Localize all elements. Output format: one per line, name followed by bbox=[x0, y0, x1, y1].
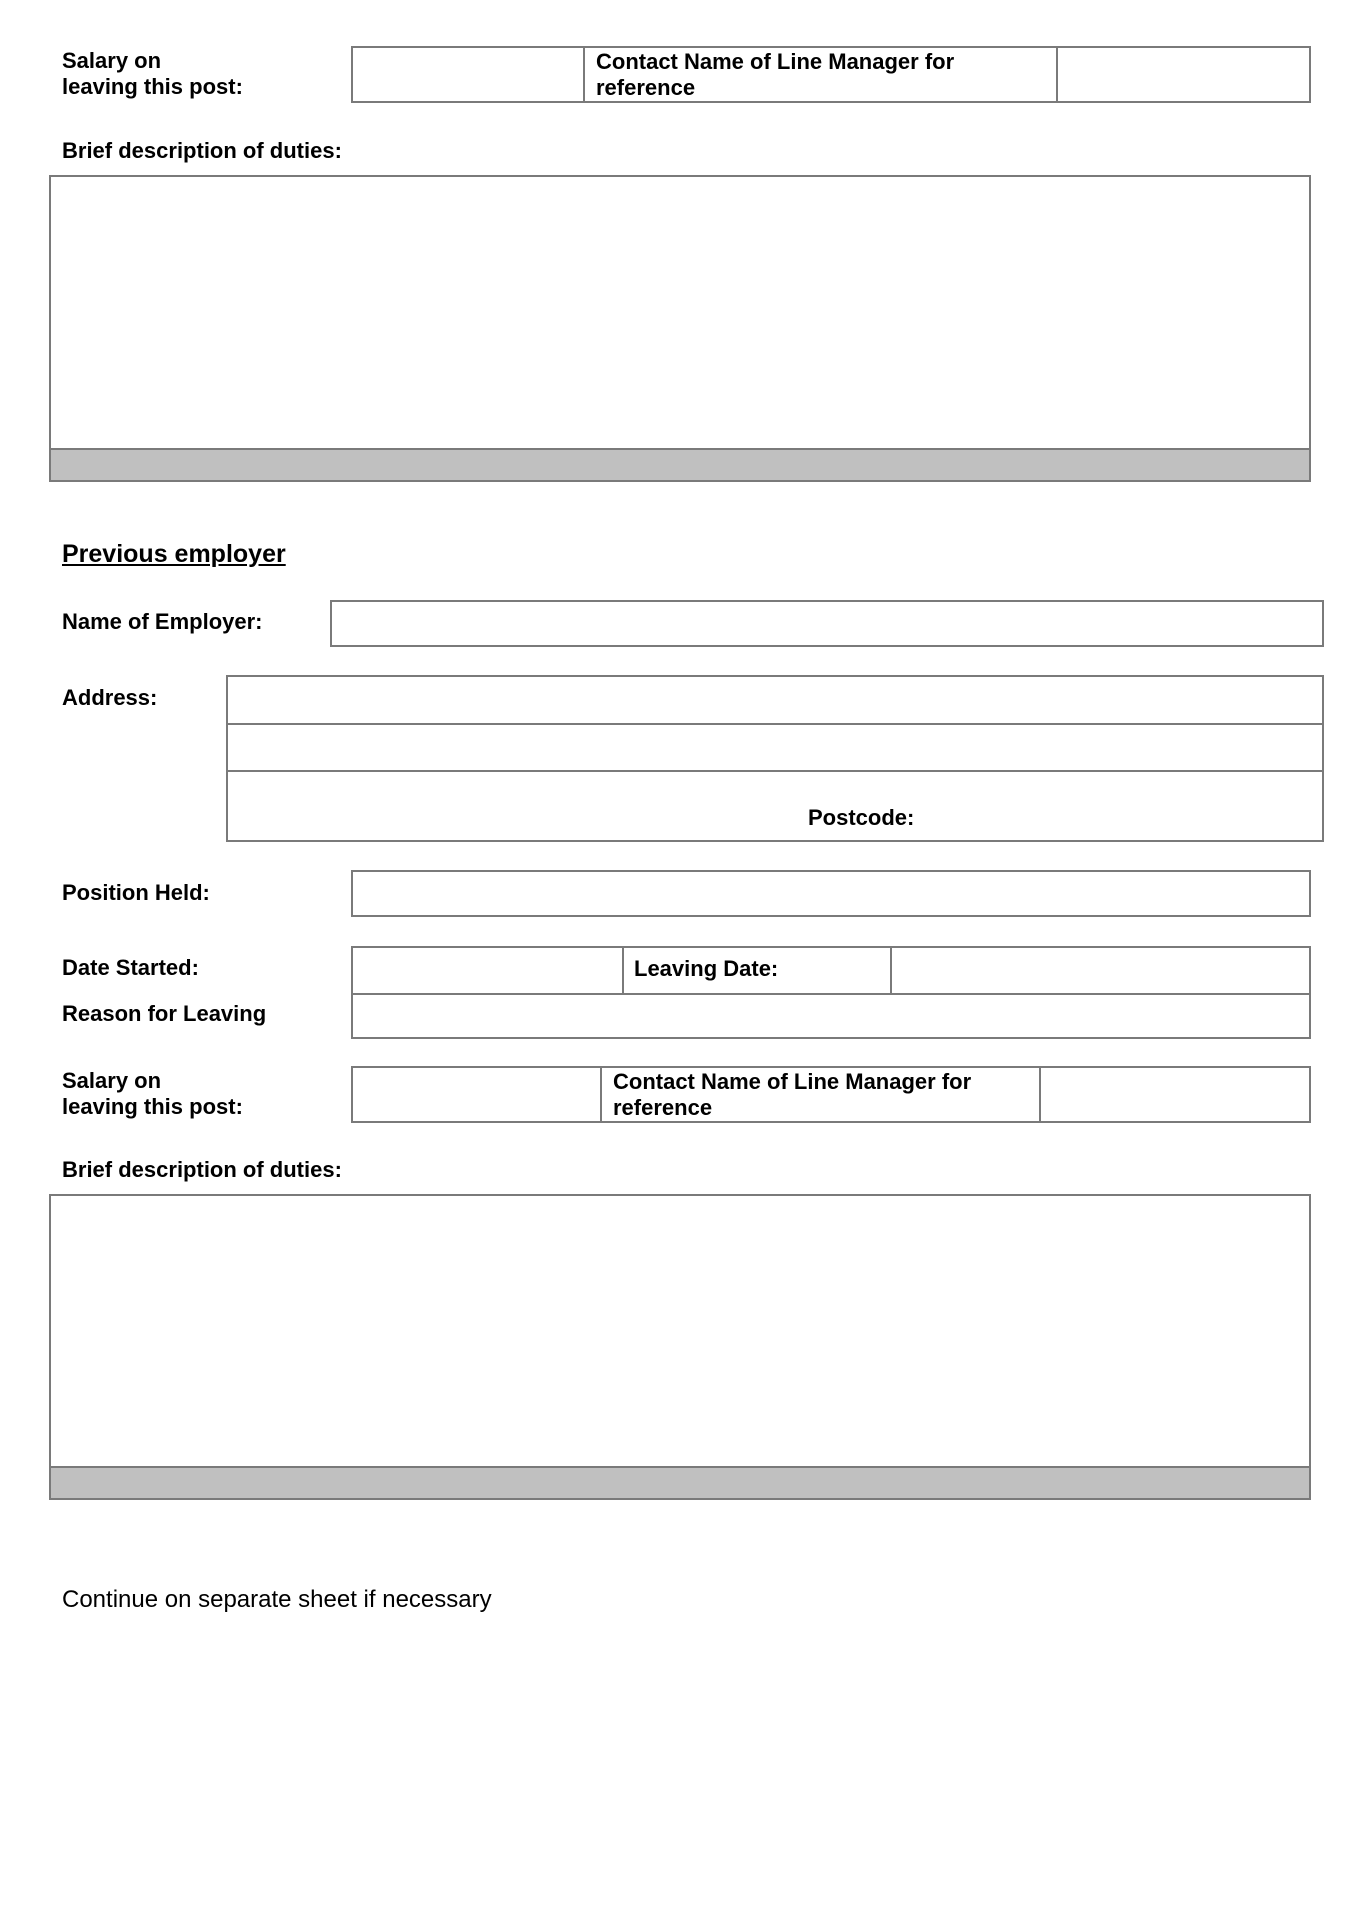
previous-employer-heading: Previous employer bbox=[62, 540, 286, 568]
date-started-label: Date Started: bbox=[62, 955, 199, 980]
salary-contact-row-1 bbox=[351, 46, 1311, 103]
leaving-date-label: Leaving Date: bbox=[634, 956, 779, 981]
address-line-1-input[interactable] bbox=[228, 677, 1322, 723]
address-line-2-input[interactable] bbox=[228, 725, 1322, 770]
address-line-3-input[interactable] bbox=[228, 772, 1322, 840]
salary-field-2[interactable] bbox=[353, 1068, 600, 1121]
address-block bbox=[226, 675, 1324, 842]
duties-box-footer-bar-1 bbox=[51, 448, 1309, 480]
salary-field-1[interactable] bbox=[353, 48, 583, 101]
duties-textarea-2[interactable] bbox=[49, 1194, 1311, 1500]
contact-name-field-1[interactable] bbox=[1056, 48, 1309, 101]
date-started-input[interactable] bbox=[353, 948, 622, 993]
contact-label-1: Contact Name of Line Manager for reference bbox=[596, 49, 955, 100]
dates-reason-block bbox=[351, 946, 1311, 1039]
contact-label-cell-2 bbox=[600, 1068, 1039, 1121]
duties-textarea-1[interactable] bbox=[49, 175, 1311, 482]
postcode-label: Postcode: bbox=[808, 805, 915, 830]
duties-label-1: Brief description of duties: bbox=[62, 138, 342, 163]
employer-name-label: Name of Employer: bbox=[62, 609, 263, 634]
position-held-label: Position Held: bbox=[62, 880, 210, 905]
duties-label-2: Brief description of duties: bbox=[62, 1157, 342, 1182]
salary-label-2: Salary on leaving this post: bbox=[62, 1068, 243, 1119]
address-label: Address: bbox=[62, 685, 158, 710]
reason-for-leaving-input[interactable] bbox=[353, 995, 1309, 1037]
continue-note: Continue on separate sheet if necessary bbox=[62, 1586, 492, 1613]
duties-box-footer-bar-2 bbox=[51, 1466, 1309, 1498]
employer-name-input[interactable] bbox=[330, 600, 1324, 647]
salary-label-1: Salary on leaving this post: bbox=[62, 48, 243, 99]
leaving-date-input[interactable] bbox=[890, 948, 1309, 993]
leaving-date-label-cell bbox=[622, 948, 890, 993]
contact-label-cell-1 bbox=[583, 48, 1056, 101]
salary-contact-row-2 bbox=[351, 1066, 1311, 1123]
contact-name-field-2[interactable] bbox=[1039, 1068, 1309, 1121]
contact-label-2: Contact Name of Line Manager for reference bbox=[613, 1069, 972, 1120]
position-held-input[interactable] bbox=[351, 870, 1311, 917]
reason-for-leaving-label: Reason for Leaving bbox=[62, 1001, 267, 1026]
